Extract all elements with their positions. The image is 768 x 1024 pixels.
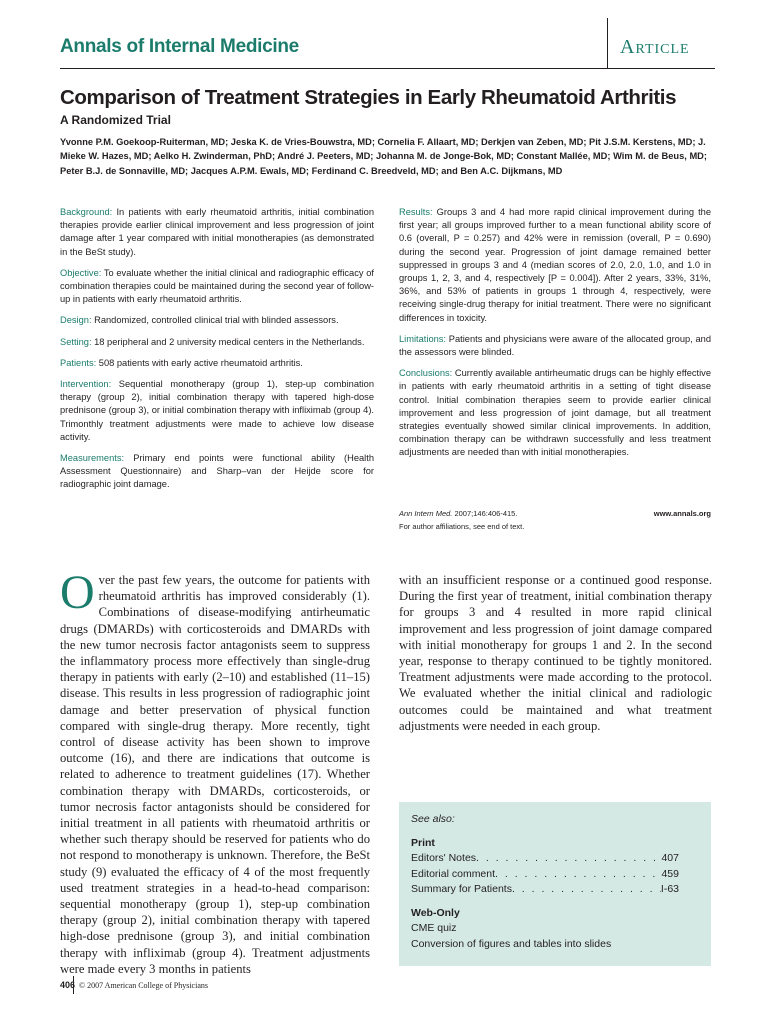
- article-subtitle: A Randomized Trial: [60, 113, 171, 127]
- intervention-text: Sequential monotherapy (group 1), step-up combination therapy (group 2), initial combination therapy with tapered high-dose prednisone (group 3), or initial combination therapy with infliximab (group 4). Trimonthly treatment adjustments were made to achieve low disease activity.: [60, 379, 374, 442]
- author-list: Yvonne P.M. Goekoop-Ruiterman, MD; Jeska K. de Vries-Bouwstra, MD; Cornelia F. Allaart, MD; Derkjen van Zeben, MD; Pit J.S.M. Kerstens, MD; J. Mieke W. Hazes, MD; Aelko H. Zwinderman, PhD; André J. Peeters, MD; Johanna M. de Jonge-Bok, MD; Constant Mallée, MD; Wim M. de Beus, MD; Peter B.J. de Sonnaville, MD; Jacques A.P.M. Ewals, MD; Ferdinand C. Breedveld, MD; and Ben A.C. Dijkmans, MD: [60, 137, 707, 176]
- abstract-results: [399, 206, 711, 325]
- measurements-label: Measurements:: [60, 453, 125, 464]
- web-only-heading: Web-Only: [411, 906, 460, 919]
- item-page: I-63: [660, 883, 679, 895]
- header-rule: [60, 68, 715, 69]
- measurements-text: Primary end points were functional ability (Health Assessment Questionnaire) and Sharp–van der Heijde score for radiographic joint damage.: [60, 453, 374, 490]
- page-footer: [60, 980, 208, 990]
- body-right-column: with an insufficient response or a continued good response. During the first year of treatment, initial combination therapy for groups 3 and 4 resulted in more rapid clinical improvement and less progression of joint damage compared with initial monotherapy for groups 1 and 2. In the second year, response to therapy continued to be tightly monitored. Treatment adjustments were made according to the protocol. We evaluated whether the initial clinical and radiologic outcomes could be maintained and what treatment adjustments were needed in each group.: [399, 573, 712, 733]
- citation-ref: 2007;146:406-415.: [452, 509, 518, 518]
- body-left-text: ver the past few years, the outcome for patients with rheumatoid arthritis has improved considerably (1). Combinations of disease-modifying antirheumatic drugs (DMARDs) with corticosteroids and DMARDs with the new tumor necrosis factor antagonists seem to suppress the inflammatory process more effectively than single-drug therapy in patients with early (2–10) and established (11–15) disease. This results in less progression of radiographic joint damage and better preservation of physical function compared with single-drug therapy. More recently, tight control of disease activity has been shown to improve outcome (16), and there are indications that outcome is related to adherence to treatment guidelines (17). Whether combination therapy with DMARDs, corticosteroids, or tumor necrosis factor antagonists should be considered for initial treatment in all patients with rheumatoid arthritis or whether such therapy should be reserved for patients who do not respond to monotherapy is unknown. Therefore, the BeSt study (9) evaluated the efficacy of 4 of the most frequently used treatment strategies in a head-to-head comparison: sequential monotherapy (group 1), step-up combination therapy (group 2), initial combination therapy with tapered high-dose prednisone (group 3), and initial combination therapy with infliximab (group 4). Treatment adjustments were made every 3 months in patients: [60, 573, 370, 976]
- conclusions-text: Currently available antirheumatic drugs can be highly effective in patients with early rheumatoid arthritis in a setting of tight disease control. Initial combination therapies seem to provide earlier clinical improvement and less progression of joint damage, but all treatment strategies eventually showed similar clinical improvements. In addition, combination therapy can be withdrawn successfully and less treatment adjustments are needed than with initial monotherapies.: [399, 368, 711, 458]
- background-label: Background:: [60, 207, 113, 217]
- results-text: Groups 3 and 4 had more rapid clinical improvement during the first year; all groups improved further to a mean functional ability score of 0.6 (overall, P = 0.257) and 42% were in remission (overall, P = 0.690) during the second year. Progression of joint damage remained better suppressed in groups 3 and 4 (median scores of 2.0, 2.0, 1.0, and 1.0 in groups 1, 2, 3, and 4, respectively [P = 0.004]). After 2 years, 33%, 31%, 36%, and 53% of patients in groups 1 through 4, respectively, were receiving single-drug therapy for initial treatment. There were no significant differences in toxicity.: [399, 207, 711, 323]
- background-text: In patients with early rheumatoid arthritis, initial combination therapies provide earlier clinical improvement and less progression of joint damage after 1 year compared with initial monotherapies (as demonstrated in the BeSt study).: [60, 207, 375, 257]
- article-title: Comparison of Treatment Strategies in Early Rheumatoid Arthritis: [60, 86, 677, 109]
- journal-name: Annals of Internal Medicine: [60, 36, 299, 57]
- abstract-setting: [60, 336, 374, 349]
- see-also-box: [399, 802, 711, 966]
- patients-label: Patients:: [60, 357, 97, 368]
- abstract-measurements: [60, 452, 374, 492]
- limitations-text: Patients and physicians were aware of the allocated group, and the assessors were blinded.: [399, 333, 711, 358]
- objective-label: Objective:: [60, 267, 102, 278]
- web-item-cme-quiz[interactable]: CME quiz: [411, 922, 457, 934]
- item-page: 407: [661, 852, 679, 864]
- abstract-right-column: [399, 206, 711, 468]
- item-label: Summary for Patients: [411, 883, 512, 895]
- body-left-column: [60, 566, 370, 977]
- abstract-limitations: [399, 333, 711, 359]
- see-also-title: See also:: [411, 813, 455, 825]
- item-label: Editorial comment: [411, 867, 496, 880]
- see-also-item-editorial-comment[interactable]: [411, 867, 679, 883]
- abstract-left-column: [60, 206, 374, 500]
- setting-text: 18 peripheral and 2 university medical centers in the Netherlands.: [94, 336, 365, 347]
- see-also-item-editors-notes[interactable]: [411, 851, 679, 867]
- limitations-label: Limitations:: [399, 333, 447, 344]
- leader-dots: [495, 867, 661, 883]
- citation-journal: Ann Intern Med.: [399, 509, 453, 518]
- abstract-conclusions: [399, 367, 711, 459]
- leader-dots: [512, 882, 661, 898]
- citation-line: [399, 508, 711, 520]
- design-text: Randomized, controlled clinical trial with blinded assessors.: [94, 315, 339, 326]
- patients-text: 508 patients with early active rheumatoid arthritis.: [98, 357, 303, 368]
- abstract-intervention: [60, 378, 374, 444]
- abstract-patients: [60, 357, 374, 370]
- copyright: © 2007 American College of Physicians: [79, 981, 208, 990]
- item-page: 459: [661, 867, 679, 880]
- web-item-conversion-slides[interactable]: Conversion of figures and tables into slides: [411, 937, 612, 950]
- setting-label: Setting:: [60, 336, 92, 347]
- conclusions-label: Conclusions:: [399, 368, 453, 379]
- affiliations-note: For author affiliations, see end of text.: [399, 522, 525, 531]
- header-divider: [607, 18, 608, 68]
- abstract-background: [60, 206, 374, 259]
- see-also-item-summary-for-patients[interactable]: [411, 882, 679, 898]
- drop-cap: O: [60, 566, 95, 619]
- results-label: Results:: [399, 207, 433, 217]
- journal-url-link[interactable]: www.annals.org: [653, 509, 711, 518]
- design-label: Design:: [60, 315, 92, 326]
- intervention-label: Intervention:: [60, 379, 112, 390]
- section-label: Article: [620, 36, 690, 58]
- objective-text: To evaluate whether the initial clinical and radiographic efficacy of combination therapies could be maintained during the second year of follow-up in patients with early rheumatoid arthritis.: [60, 267, 374, 305]
- abstract-design: [60, 314, 374, 327]
- page-number: 406: [60, 980, 76, 990]
- abstract-objective: [60, 267, 374, 307]
- print-heading: Print: [411, 836, 435, 849]
- leader-dots: [476, 851, 661, 867]
- item-label: Editors' Notes: [411, 852, 477, 864]
